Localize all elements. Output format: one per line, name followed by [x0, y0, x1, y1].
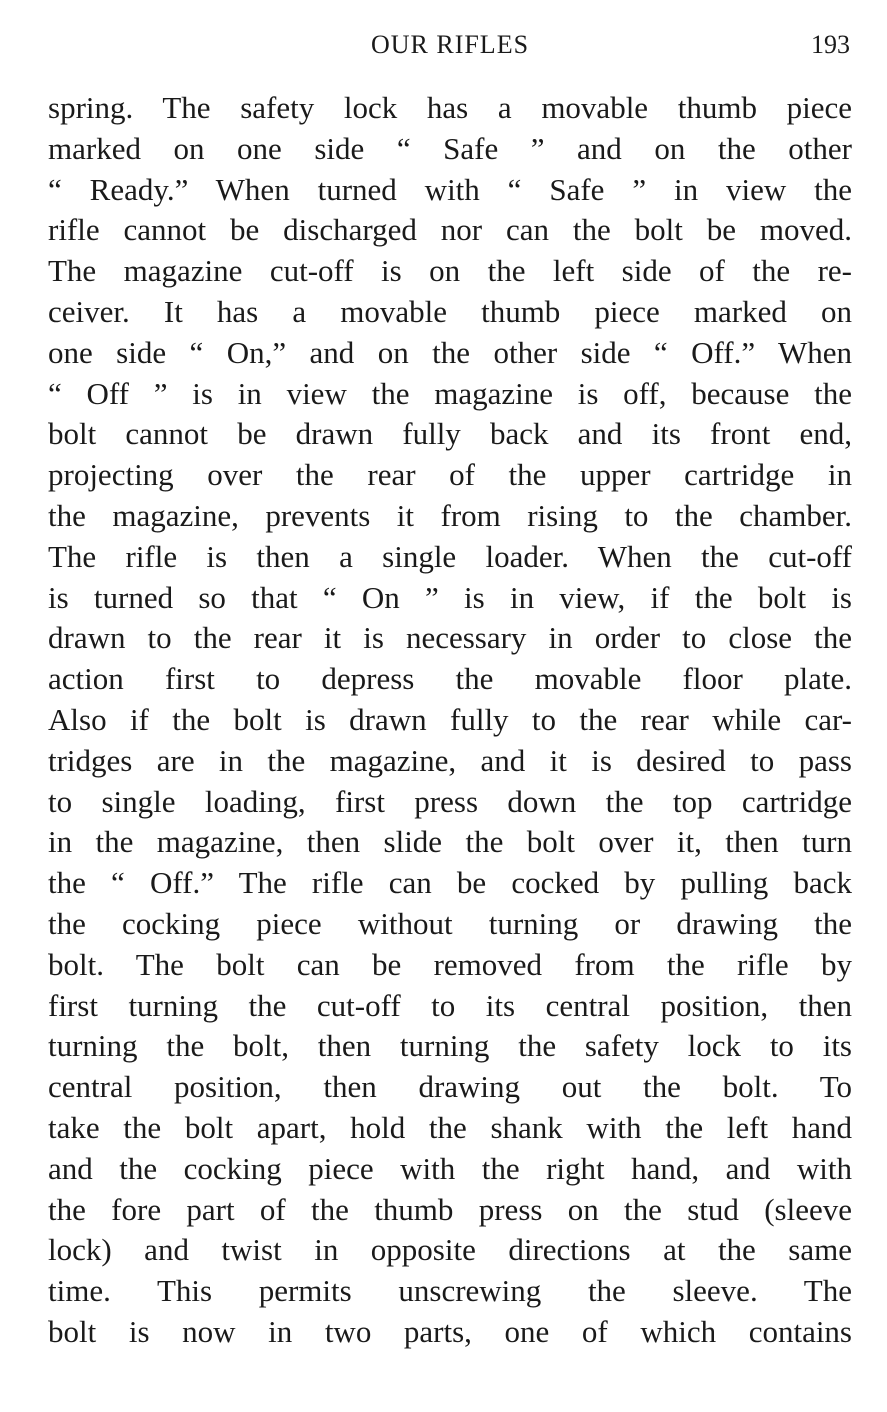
- text-line: lock) and twist in opposite directions at the same: [48, 1232, 852, 1268]
- running-head: [48, 30, 852, 70]
- text-line: The magazine cut-off is on the left side of the re-: [48, 253, 852, 289]
- running-title: OUR RIFLES: [370, 30, 530, 59]
- text-line: turning the bolt, then turning the safety lock to its: [48, 1028, 852, 1064]
- text-line: the magazine, prevents it from rising to the chamber.: [48, 497, 852, 533]
- text-line: action first to depress the movable floor plate.: [48, 661, 852, 697]
- text-line: “ Off ” is in view the magazine is off, because the: [48, 375, 852, 411]
- text-line: The rifle is then a single loader. When the cut-off: [48, 538, 852, 574]
- text-line: rifle cannot be discharged nor can the bolt be moved.: [48, 212, 852, 248]
- text-line: drawn to the rear it is necessary in order to close the: [48, 620, 852, 656]
- text-line: central position, then drawing out the bolt. To: [48, 1069, 852, 1105]
- text-line: first turning the cut-off to its central position, then: [48, 987, 852, 1023]
- text-line: bolt cannot be drawn fully back and its front end,: [48, 416, 852, 452]
- text-line: time. This permits unscrewing the sleeve. The: [48, 1273, 852, 1309]
- text-line: bolt is now in two parts, one of which contains: [48, 1313, 852, 1349]
- page-number: 193: [811, 30, 850, 59]
- text-line: “ Ready.” When turned with “ Safe ” in view the: [48, 171, 852, 207]
- text-line: in the magazine, then slide the bolt over it, then turn: [48, 824, 852, 860]
- body-text: [48, 88, 852, 1353]
- text-line: spring. The safety lock has a movable thumb piece: [48, 90, 852, 125]
- text-line: one side “ On,” and on the other side “ Off.” When: [48, 334, 852, 370]
- text-line: marked on one side “ Safe ” and on the other: [48, 130, 852, 166]
- text-line: and the cocking piece with the right hand, and with: [48, 1150, 852, 1186]
- text-line: the fore part of the thumb press on the stud (sleeve: [48, 1191, 852, 1227]
- text-line: to single loading, first press down the top cartridge: [48, 783, 852, 819]
- text-line: bolt. The bolt can be removed from the rifle by: [48, 946, 852, 982]
- text-line: is turned so that “ On ” is in view, if the bolt is: [48, 579, 852, 615]
- text-line: ceiver. It has a movable thumb piece marked on: [48, 293, 852, 329]
- text-line: tridges are in the magazine, and it is desired to pass: [48, 742, 852, 778]
- text-line: the cocking piece without turning or drawing the: [48, 905, 852, 941]
- text-line: take the bolt apart, hold the shank with the left hand: [48, 1109, 852, 1145]
- text-line: the “ Off.” The rifle can be cocked by pulling back: [48, 865, 852, 901]
- text-line: projecting over the rear of the upper cartridge in: [48, 457, 852, 493]
- text-line: Also if the bolt is drawn fully to the rear while car-: [48, 701, 852, 737]
